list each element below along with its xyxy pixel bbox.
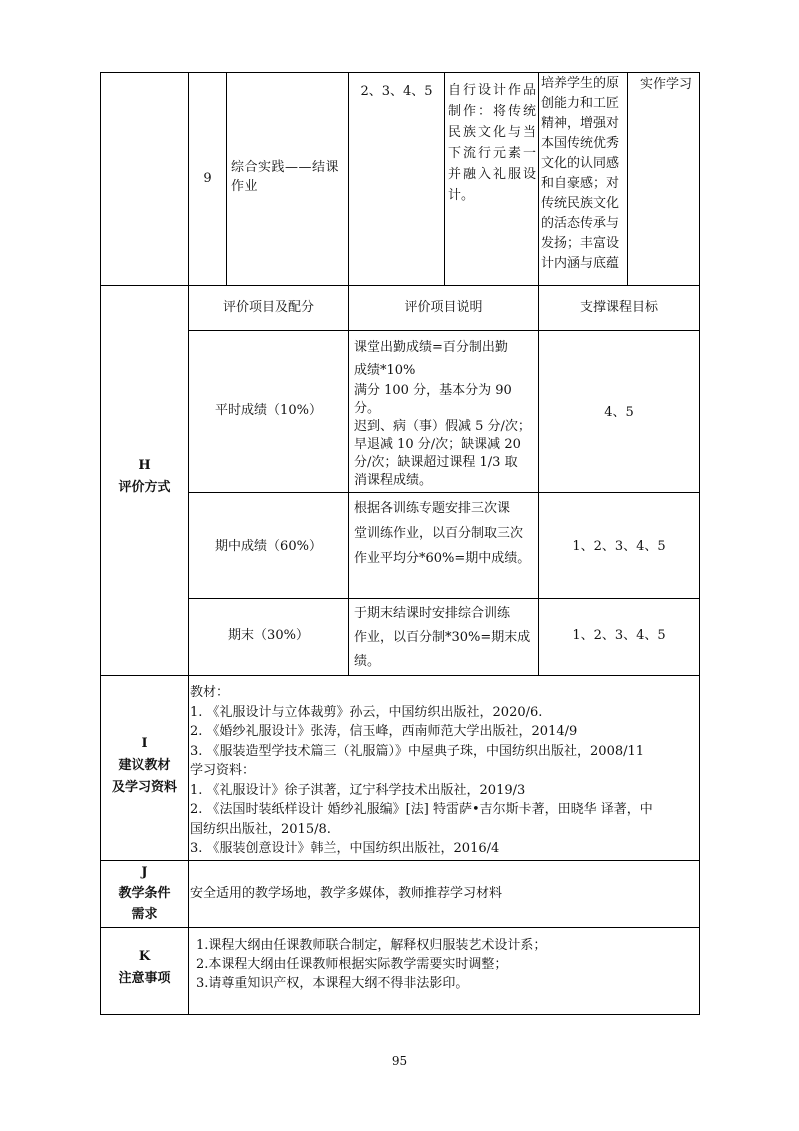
section-i-content [190,683,698,859]
eval-desc-final [354,602,538,674]
section-h-title: 评价方式 [118,480,171,495]
row9-ideology: 培养学生的原创能力和工匠精神，增强对本国传统优秀文化的认同感和自豪感；对传统民族文化的活态传承与发扬；丰富设计内涵与底蕴 [541,76,620,271]
section-j-code: J [141,865,148,880]
header-goals: 支撑课程目标 [579,300,658,315]
eval-desc-line: 迟到、病（事）假减 5 分/次； [354,419,531,434]
section-h-code: H [138,458,151,473]
section-j-title: 教学条件 [118,886,171,901]
section-k-label [101,946,188,990]
eval-desc-line: 于期末结课时安排综合训练 [354,606,511,621]
list-item: 3.请尊重知识产权，本课程大纲不得非法影印。 [196,976,469,991]
header-desc: 评价项目说明 [404,300,483,315]
eval-desc-regular [354,336,538,490]
eval-item-final: 期末（30%） [228,628,309,643]
section-i-label [101,733,188,799]
eval-desc-line: 成绩*10% [354,363,416,378]
page-number: 95 [391,1054,408,1068]
eval-desc-line: 绩。 [354,654,381,669]
row9-content: 综合实践——结课作业 [231,160,340,194]
row9-targets: 2、3、4、5 [360,84,433,99]
section-i-code: I [141,736,148,751]
eval-desc-line: 消课程成绩。 [354,473,433,488]
eval-desc-line: 堂训练作业，以百分制取三次 [354,526,524,541]
list-item: 3. 《服装创意设计》韩兰，中国纺织出版社，2016/4 [190,841,500,856]
eval-goals-regular: 4、5 [604,405,634,420]
row9-number: 9 [203,171,212,186]
eval-desc-line: 作业平均分*60%=期中成绩。 [354,551,531,566]
eval-desc-line: 满分 100 分，基本分为 90 分。 [354,383,512,416]
list-item: 3. 《服装造型学技术篇三（礼服篇）》中屋典子珠，中国纺织出版社，2008/11 [190,743,645,759]
eval-desc-line: 早退减 10 分/次；缺课减 20 [354,437,521,452]
section-j-content: 安全适用的教学场地，教学多媒体，教师推荐学习材料 [190,886,503,901]
eval-item-regular: 平时成绩（10%） [215,403,322,418]
section-j-title: 需求 [131,907,158,922]
eval-desc-line: 根据各训练专题安排三次课 [354,501,511,516]
list-item: 2.本课程大纲由任课教师根据实际教学需要实时调整； [196,957,508,972]
header-item: 评价项目及配分 [222,300,314,315]
eval-desc-line: 作业，以百分制*30%=期末成 [354,630,531,645]
list-item: 教材： [190,685,230,700]
section-k-code: K [138,949,151,964]
section-j-label [101,862,188,925]
list-item: 学习资料： [190,763,256,778]
section-k-content [196,936,696,993]
eval-goals-final: 1、2、3、4、5 [572,628,666,643]
section-h-label [101,455,188,499]
row9-method: 自行设计作品制作：将传统民族文化与当下流行元素一并融入礼服设计。 [448,83,536,203]
eval-desc-line: 分/次；缺课超过课程 1/3 取 [354,455,518,470]
list-item: 1. 《礼服设计与立体裁剪》孙云，中国纺织出版社，2020/6. [190,704,543,720]
section-k-title: 注意事项 [118,971,171,986]
list-item: 1. 《礼服设计》徐子淇著，辽宁科学技术出版社，2019/3 [190,782,526,798]
list-item: 国纺织出版社，2015/8. [190,821,331,837]
eval-desc-midterm [354,496,538,571]
section-i-title: 及学习资料 [111,780,177,795]
eval-desc-line: 课堂出勤成绩=百分制出勤 [354,340,508,355]
list-item: 2. 《婚纱礼服设计》张涛，信玉峰，西南师范大学出版社，2014/9 [190,724,578,739]
eval-goals-midterm: 1、2、3、4、5 [572,539,666,554]
section-i-title: 建议教材 [118,758,171,773]
list-item: 2. 《法国时装纸样设计 婚纱礼服编》[法] 特雷萨•吉尔斯卡著，田晓华 译著，中 [190,802,653,817]
list-item: 1.课程大纲由任课教师联合制定，解释权归服装艺术设计系； [196,938,547,953]
row9-type: 实作学习 [640,77,693,92]
eval-item-midterm: 期中成绩（60%） [215,539,322,554]
